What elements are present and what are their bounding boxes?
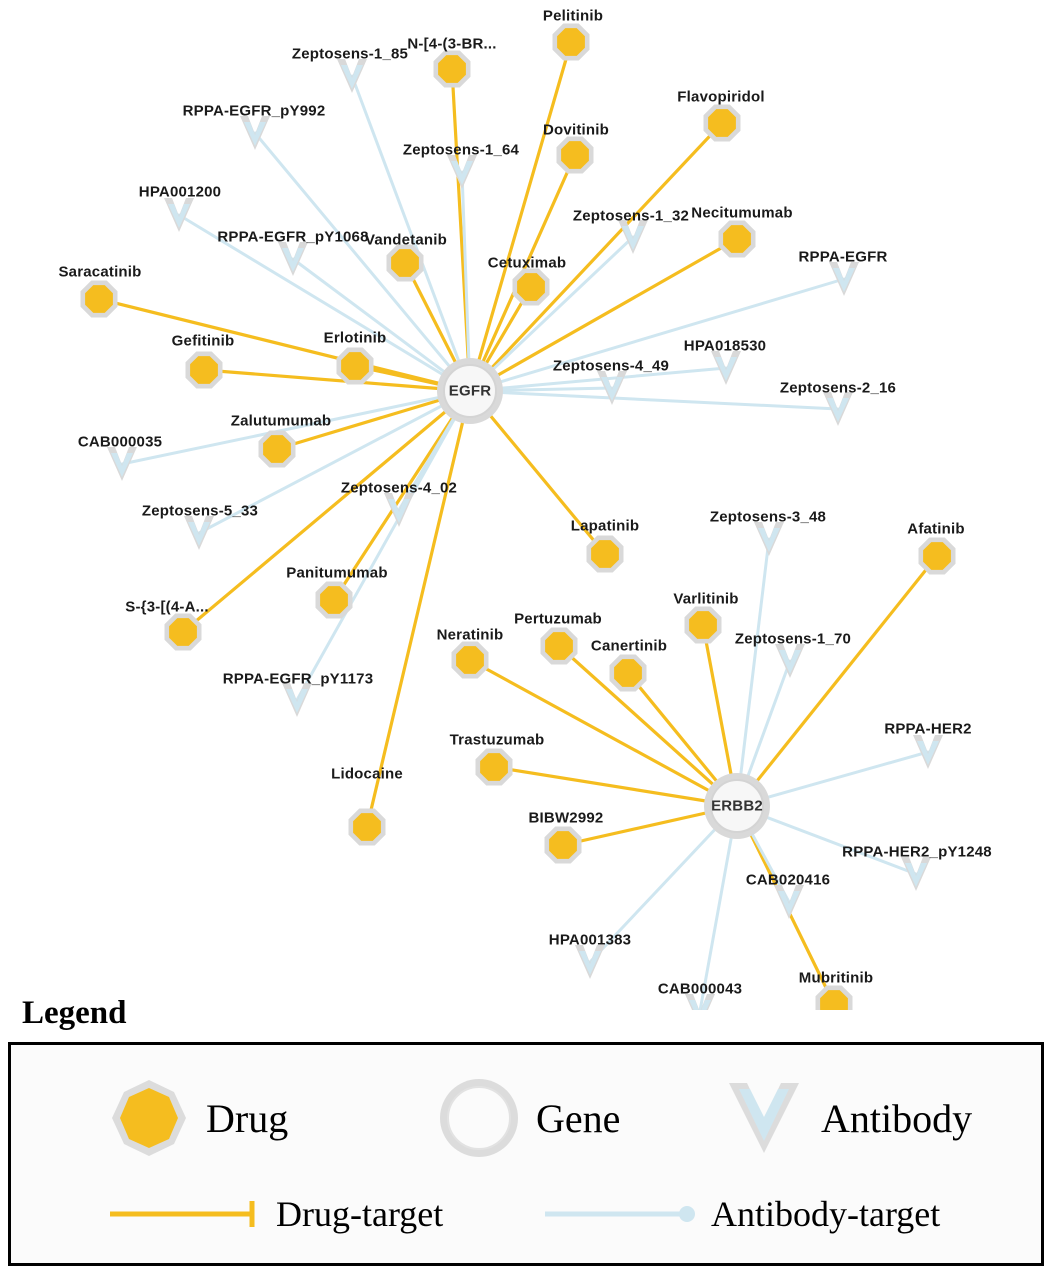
antibody-label: Zeptosens-4_49 — [552, 357, 670, 375]
legend-title: Legend — [22, 995, 127, 1031]
drug-label: Trastuzumab — [449, 731, 545, 749]
antibody-label: RPPA-EGFR_pY1068 — [217, 228, 369, 246]
antibody-label: CAB000043 — [657, 980, 743, 998]
drug-label: Mubritinib — [798, 969, 874, 987]
drug-label: Vandetanib — [364, 231, 448, 249]
antibody-label: CAB000035 — [77, 433, 163, 451]
gene-icon — [436, 1075, 522, 1161]
antibody-label: Zeptosens-3_48 — [709, 508, 827, 526]
antibody-label: Zeptosens-2_16 — [779, 379, 897, 397]
legend-item-gene — [436, 1075, 620, 1161]
drug-node[interactable] — [169, 618, 197, 646]
drug-node[interactable] — [561, 141, 589, 169]
drug-label: Flavopiridol — [677, 88, 765, 106]
antibody-label: RPPA-EGFR — [798, 248, 888, 266]
antibody-label: RPPA-HER2 — [884, 720, 972, 738]
antibody-label: Zeptosens-1_70 — [734, 630, 852, 648]
drug-node[interactable] — [549, 831, 577, 859]
drug-node[interactable] — [517, 273, 545, 301]
antibody-label: Zeptosens-5_33 — [141, 502, 259, 520]
drug-node[interactable] — [320, 586, 348, 614]
edge-drug-target — [367, 391, 470, 827]
drug-label: Canertinib — [590, 637, 668, 655]
drug-node[interactable] — [923, 542, 951, 570]
antibody-label: RPPA-EGFR_pY1173 — [222, 670, 374, 688]
edge-drug-target — [734, 556, 937, 806]
drug-node[interactable] — [708, 109, 736, 137]
legend-item-antibody — [721, 1075, 972, 1161]
legend-label-gene: Gene — [536, 1095, 621, 1141]
antibody-label: Zeptosens-4_02 — [340, 479, 458, 497]
drug-label: Neratinib — [436, 626, 504, 644]
drug-node[interactable] — [480, 753, 508, 781]
drug-label: BIBW2992 — [528, 809, 604, 827]
antibody-label: RPPA-EGFR_pY992 — [182, 102, 326, 120]
drug-node[interactable] — [353, 813, 381, 841]
drug-label: Varlitinib — [673, 590, 739, 608]
drug-node[interactable] — [456, 646, 484, 674]
drug-node[interactable] — [263, 435, 291, 463]
drug-icon — [106, 1075, 192, 1161]
drug-node[interactable] — [438, 55, 466, 83]
antibody-target-edge-icon — [541, 1194, 701, 1234]
legend-label-antibody-target: Antibody-target — [711, 1194, 941, 1234]
antibody-label: RPPA-HER2_pY1248 — [842, 843, 992, 861]
gene-label: EGFR — [448, 382, 492, 400]
drug-label: Lapatinib — [570, 517, 640, 535]
drug-label: Zalutumumab — [230, 412, 332, 430]
drug-label: Pelitinib — [542, 7, 604, 25]
antibody-label: Zeptosens-1_32 — [572, 207, 690, 225]
antibody-label: HPA001383 — [548, 931, 632, 949]
drug-target-edge-icon — [106, 1194, 266, 1234]
drug-label: Necitumumab — [691, 204, 793, 222]
drug-label: Gefitinib — [171, 332, 235, 350]
antibody-label: Zeptosens-1_85 — [291, 45, 409, 63]
legend-item-antibody-target — [541, 1193, 940, 1235]
drug-label: Saracatinib — [58, 263, 142, 281]
legend-box — [8, 1042, 1044, 1266]
antibody-label: CAB020416 — [745, 871, 831, 889]
legend-label-drug-target: Drug-target — [276, 1194, 444, 1234]
legend-edge-row — [11, 1185, 1041, 1255]
drug-label: Panitumumab — [286, 564, 388, 582]
drug-label: Pertuzumab — [514, 610, 602, 628]
antibody-icon — [721, 1075, 807, 1161]
drug-node[interactable] — [391, 249, 419, 277]
drug-label: Dovitinib — [543, 121, 609, 139]
drug-label: N-[4-(3-BR... — [407, 35, 497, 53]
drug-node[interactable] — [557, 28, 585, 56]
drug-node[interactable] — [190, 356, 218, 384]
drug-label: Erlotinib — [323, 329, 387, 347]
legend-item-drug-target — [106, 1193, 443, 1235]
drug-label: Cetuximab — [487, 254, 567, 272]
legend-label-antibody: Antibody — [821, 1095, 973, 1141]
drug-label: Lidocaine — [331, 765, 403, 783]
edge-layer — [99, 42, 937, 1010]
drug-node[interactable] — [689, 611, 717, 639]
antibody-label: HPA018530 — [683, 337, 767, 355]
drug-node[interactable] — [614, 659, 642, 687]
antibody-label: HPA001200 — [138, 183, 222, 201]
legend-item-drug — [106, 1075, 288, 1161]
drug-node[interactable] — [341, 352, 369, 380]
gene-label: ERBB2 — [711, 797, 763, 815]
drug-node[interactable] — [85, 285, 113, 313]
drug-label: S-{3-[(4-A... — [125, 598, 209, 616]
drug-node[interactable] — [591, 540, 619, 568]
legend-label-drug: Drug — [206, 1095, 289, 1141]
drug-label: Afatinib — [907, 520, 965, 538]
antibody-label: Zeptosens-1_64 — [402, 141, 520, 159]
drug-node[interactable] — [723, 225, 751, 253]
legend-node-row — [11, 1065, 1041, 1175]
drug-node[interactable] — [545, 632, 573, 660]
